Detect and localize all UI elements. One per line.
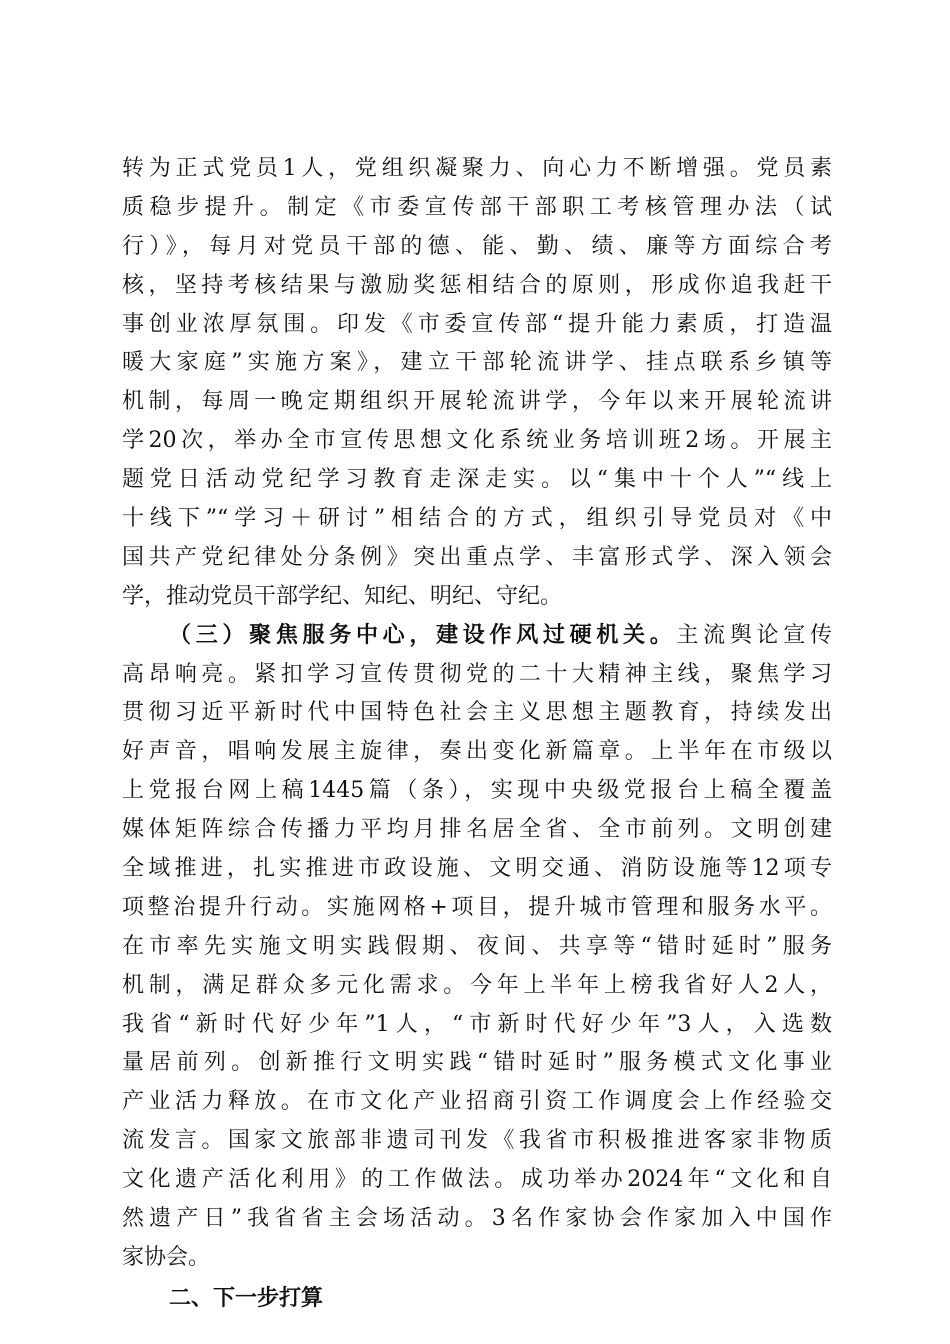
text-line: 产业活力释放。在市文化产业招商引资工作调度会上作经验交 bbox=[122, 1089, 832, 1115]
text-line: 高昂响亮。紧扣学习宣传贯彻党的二十大精神主线，聚焦学习 bbox=[122, 661, 832, 687]
text-line: 流发言。国家文旅部非遗司刊发《我省市积极推进客家非物质 bbox=[122, 1128, 832, 1154]
text-line: 全域推进，扎实推进市政设施、文明交通、消防设施等12项专 bbox=[122, 856, 832, 882]
text-line: 贯彻习近平新时代中国特色社会主义思想主题教育，持续发出 bbox=[122, 700, 832, 726]
text-line: 量居前列。创新推行文明实践“错时延时”服务模式文化事业 bbox=[122, 1050, 832, 1076]
text-line: 学，推动党员干部学纪、知纪、明纪、守纪。 bbox=[122, 583, 563, 609]
paragraph-section-three bbox=[122, 617, 832, 1278]
text-line: 转为正式党员1人，党组织凝聚力、向心力不断增强。党员素 bbox=[122, 156, 832, 181]
text-line: 媒体矩阵综合传播力平均月排名居全省、全市前列。文明创建 bbox=[122, 817, 832, 843]
text-line: 好声音，唱响发展主旋律，奏出变化新篇章。上半年在市级以 bbox=[122, 739, 832, 765]
text-line: 项整治提升行动。实施网格+项目，提升城市管理和服务水平。 bbox=[122, 894, 832, 920]
text-line: 十线下”“学习＋研讨”相结合的方式，组织引导党员对《中 bbox=[122, 506, 832, 532]
section-three-first-line bbox=[122, 617, 832, 656]
text-line: 家协会。 bbox=[122, 1244, 211, 1270]
text-line: 质稳步提升。制定《市委宣传部干部职工考核管理办法（试 bbox=[122, 194, 832, 220]
text-line: 我省“新时代好少年”1人，“市新时代好少年”3人，入选数 bbox=[122, 1011, 832, 1037]
text-line: 机制，满足群众多元化需求。今年上半年上榜我省好人2人， bbox=[122, 972, 832, 998]
text-line: 在市率先实施文明实践假期、夜间、共享等“错时延时”服务 bbox=[122, 933, 832, 959]
text-line: 行）》，每月对党员干部的德、能、勤、绩、廉等方面综合考 bbox=[122, 233, 832, 259]
text-line: 题党日活动党纪学习教育走深走实。以“集中十个人”“线上 bbox=[122, 467, 832, 493]
section-three-first-line-rest: 主流舆论宣传 bbox=[676, 622, 832, 648]
section-heading-next-steps: 二、下一步打算 bbox=[169, 1285, 324, 1311]
text-line: 然遗产日”我省省主会场活动。3名作家协会作家加入中国作 bbox=[122, 1206, 832, 1232]
text-line: 上党报台网上稿1445篇（条），实现中央级党报台上稿全覆盖 bbox=[122, 778, 832, 804]
text-line: 国共产党纪律处分条例》突出重点学、丰富形式学、深入领会 bbox=[122, 544, 832, 570]
section-three-title: （三）聚焦服务中心，建设作风过硬机关。 bbox=[169, 622, 677, 648]
text-line: 学20次，举办全市宣传思想文化系统业务培训班2场。开展主 bbox=[122, 428, 832, 454]
text-line: 事创业浓厚氛围。印发《市委宣传部“提升能力素质，打造温 bbox=[122, 311, 832, 337]
text-line: 机制，每周一晚定期组织开展轮流讲学，今年以来开展轮流讲 bbox=[122, 389, 832, 415]
text-line: 核，坚持考核结果与激励奖惩相结合的原则，形成你追我赶干 bbox=[122, 272, 832, 298]
text-line: 文化遗产活化利用》的工作做法。成功举办2024年“文化和自 bbox=[122, 1167, 832, 1193]
text-line: 暖大家庭”实施方案》，建立干部轮流讲学、挂点联系乡镇等 bbox=[122, 350, 832, 376]
paragraph-party-building bbox=[122, 150, 832, 617]
document-page bbox=[122, 150, 832, 1320]
